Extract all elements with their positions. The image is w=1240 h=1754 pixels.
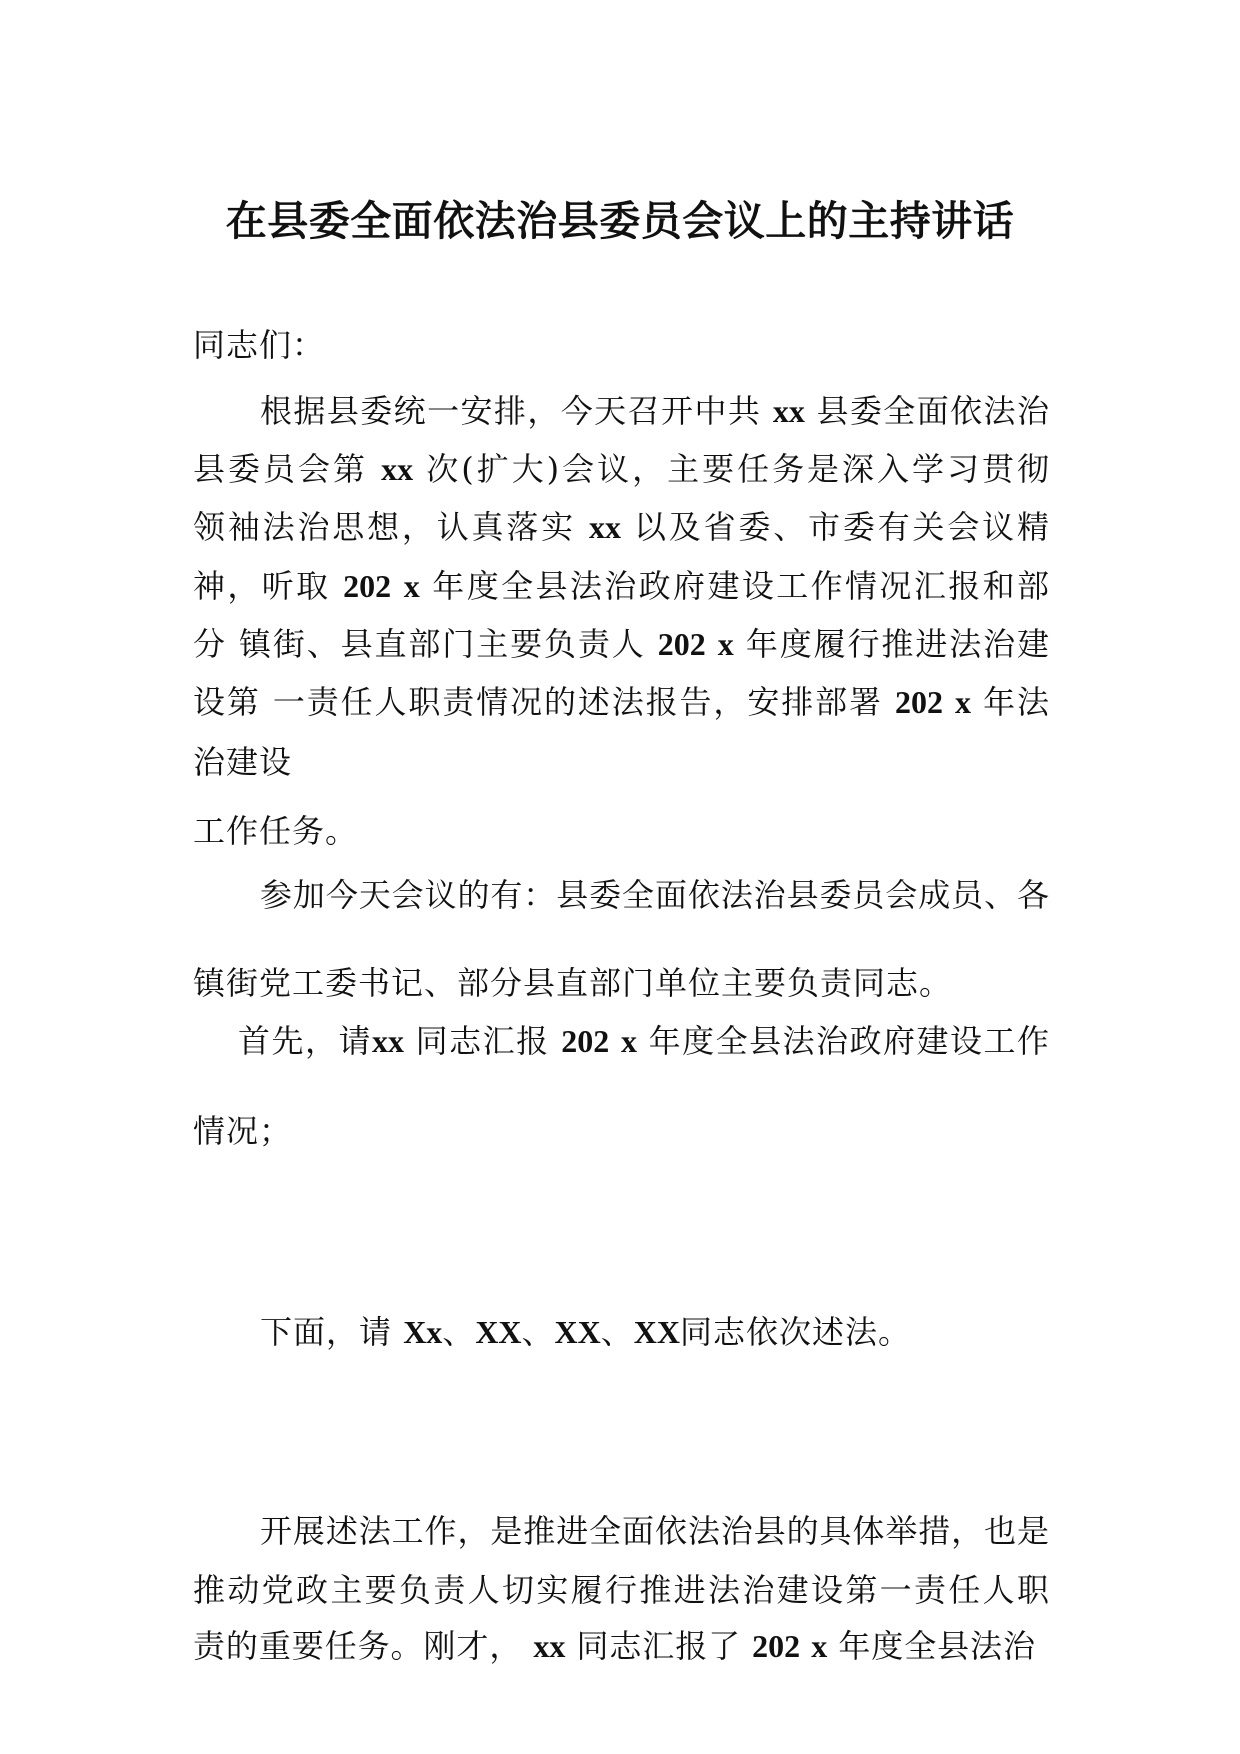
latin-run: x — [811, 1628, 828, 1664]
text-line: 神，听取 202 x 年度全县法治政府建设工作情况汇报和部 — [193, 567, 1049, 605]
text-line: 下面，请 Xx、XX、XX、XX同志依次述法。 — [260, 1313, 912, 1351]
text-line: 开展述法工作，是推进全面依法治县的具体举措，也是 — [260, 1512, 1049, 1550]
salutation: 同志们： — [193, 326, 326, 364]
text-line: 工作任务。 — [193, 812, 359, 850]
text-line: 参加今天会议的有：县委全面依法治县委员会成员、各 — [260, 876, 1049, 914]
latin-run: 202 — [561, 1023, 610, 1059]
latin-run: xx — [381, 451, 414, 487]
text-line: 镇街党工委书记、部分县直部门单位主要负责同志。 — [193, 964, 953, 1002]
latin-run: x — [620, 1023, 637, 1059]
latin-run: 202 — [752, 1628, 801, 1664]
text-line: 情况； — [193, 1112, 293, 1150]
text-line: 设第 一责任人职责情况的述法报告，安排部署 202 x 年法 — [193, 683, 1049, 721]
text-line: 治建设 — [193, 743, 293, 781]
latin-run: xx — [772, 393, 805, 429]
latin-run: XX — [554, 1314, 601, 1350]
latin-run: 202 — [343, 568, 392, 604]
latin-run: x — [403, 568, 420, 604]
text-line: 首先，请xx 同志汇报 202 x 年度全县法治政府建设工作 — [238, 1022, 1049, 1060]
latin-run: XX — [475, 1314, 522, 1350]
latin-run: x — [955, 684, 972, 720]
latin-run: Xx — [403, 1314, 443, 1350]
latin-run: xx — [371, 1023, 404, 1059]
latin-run: xx — [533, 1628, 566, 1664]
text-line: 分 镇街、县直部门主要负责人 202 x 年度履行推进法治建 — [193, 625, 1049, 663]
document-title: 在县委全面依法治县委员会议上的主持讲话 — [225, 197, 1015, 245]
text-line: 领袖法治思想，认真落实 xx 以及省委、市委有关会议精 — [193, 508, 1049, 546]
latin-run: xx — [589, 509, 621, 545]
latin-run: 202 — [657, 626, 706, 662]
text-line: 根据县委统一安排，今天召开中共 xx 县委全面依法治 — [260, 392, 1049, 430]
text-line: 推动党政主要负责人切实履行推进法治建设第一责任人职 — [193, 1571, 1049, 1609]
text-line: 县委员会第 xx 次(扩大)会议，主要任务是深入学习贯彻 — [193, 450, 1049, 488]
latin-run: x — [717, 626, 734, 662]
latin-run: 202 — [894, 684, 943, 720]
text-line: 责的重要任务。刚才， xx 同志汇报了 202 x 年度全县法治 — [193, 1627, 1035, 1665]
latin-run: XX — [633, 1314, 680, 1350]
